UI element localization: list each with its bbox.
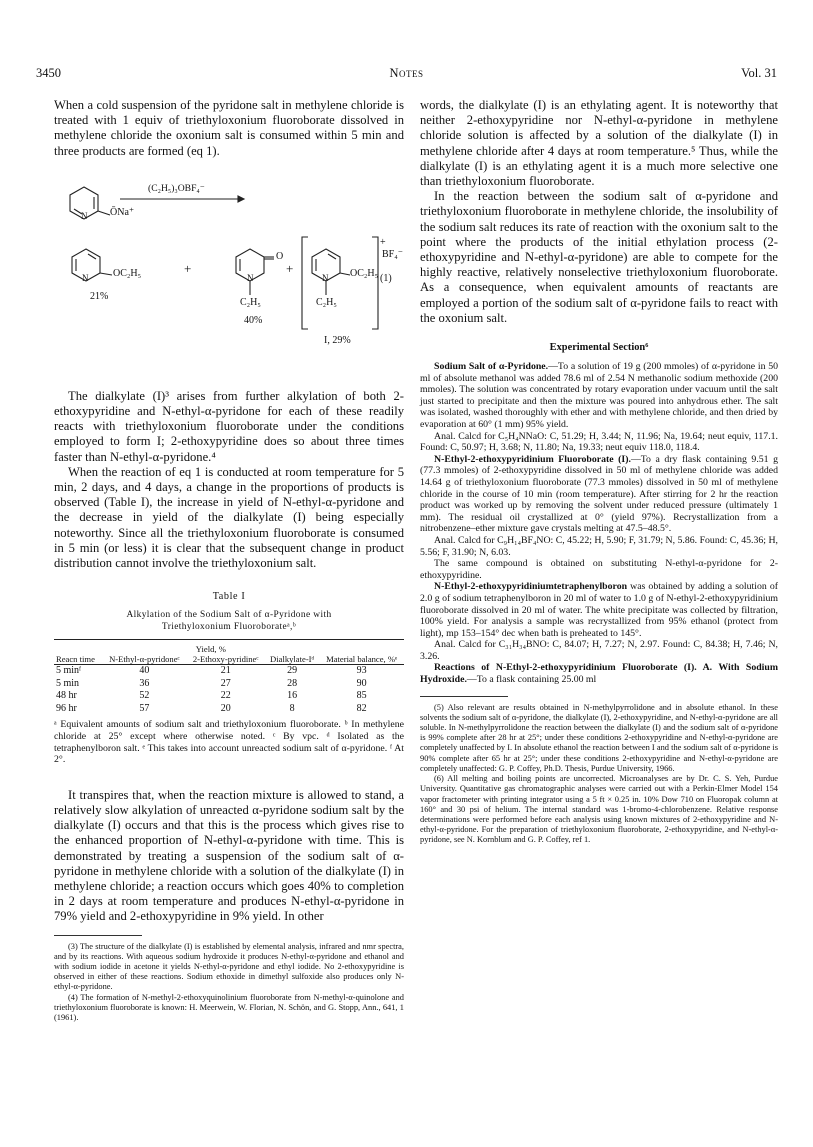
running-header [36, 66, 777, 84]
procedure-heading: N-Ethyl-2-ethoxypyridiniumtetraphenylboron [434, 581, 628, 593]
substituent-label: OC₂H₅ [350, 267, 379, 279]
page-number: 3450 [36, 66, 61, 80]
bracket-right [372, 237, 378, 329]
footnote: (4) The formation of N-methyl-2-ethoxyquinolinium fluoroborate from N-methyl-α-quinolone and triethyloxonium fluoroborate is known: H. Meerwein, W. Florian, N. Schön, and G. Stopp, Ann., 641, 1 (1961). [54, 992, 404, 1023]
data-table [54, 639, 404, 715]
table-cell: 16 [287, 690, 298, 702]
table-title: Table I [212, 591, 246, 603]
yield-label: 21% [90, 290, 109, 302]
column-header: Material balance, %ᵉ [326, 654, 398, 665]
table-cell: 29 [287, 665, 298, 677]
analysis-line: Anal. Calcd for C₃₁H₃₄BNO: C, 84.07; H, 7.27; N, 2.97. Found: C, 84.38; H, 7.46; N, 3.26. [420, 639, 778, 662]
table-cell: 96 hr [56, 702, 77, 714]
substituent-label: OC₂H₅ [113, 267, 142, 279]
procedure-text: —To a dry flask containing 9.51 g (77.3 mmoles) of 2-ethoxypyridine dissolved in 50 ml of methylene chloride was added 14.64 g of triethyloxonium fluoroborate (77.3 mmoles) dissolved in 50 ml of methylene chloride in the course of 10 min (room temperature). After stirring for 2 hr the reaction product was worked up by removing the solvent under reduced pressure (ultimately 1 mm). The residual oil crystallized at 0° (yield 97%). Recrystallization from a nitrobenzene–ether mixture gave crystals melting at 47.5–48.5°. [420, 453, 778, 535]
section-heading: Experimental Section⁶ [549, 342, 649, 354]
carbonyl-label: O [276, 250, 284, 262]
table-cell: 40 [139, 665, 150, 677]
procedure-heading: Reactions of N-Ethyl-2-ethoxypyridinium Fluoroborate (I). A. With Sodium Hydroxide. [420, 662, 778, 686]
paragraph: It transpires that, when the reaction mixture is allowed to stand, a relatively slow alkylation of unreacted α-pyridone sodium salt by the dialkylate (I) occurs and that this is the process which gives rise to the enhanced proportion of N-ethyl-α-pyridone with time. This is demonstrated by treating a suspension of the sodium salt of α-pyridone in methylene chloride with a solution of the dialkylate (I) in methylene chloride; a reaction occurs which goes 40% to completion in 2 days at room temperature and produces N-ethyl-α-pyridone in 79% yield and 2-ethoxypyridine in 9% yield. In other [54, 787, 404, 924]
experimental-paragraph [420, 662, 778, 685]
equation-number: (1) [380, 272, 392, 284]
table-cell: 20 [220, 702, 231, 714]
table-cell: 8 [289, 702, 295, 714]
table-cell: 90 [356, 677, 367, 689]
column-header: N-Ethyl-α-pyridoneᶜ [109, 654, 180, 665]
table-row [54, 665, 404, 678]
paragraph: When the reaction of eq 1 is conducted at room temperature for 5 min, 2 days, and 4 days, a change in the proportions of products is observed (Table I), the increase in yield of N-ethyl-α-pyridone and the decrease in yield of the dialkylate (I) being especially noteworthy. Since all the triethyloxonium fluoroborate is consumed in 5 min (or less) it is clear that the subsequent change in product distribution cannot involve the triethyloxonium salt. [54, 464, 404, 571]
footnote: (6) All melting and boiling points are uncorrected. Microanalyses are by Dr. C. S. Yeh, Purdue University. Quantitative gas chromatographic analyses were carried out with a Perkin-Elmer Model 154 vapor fractometer with printing integrator using a 5 ft × 0.25 in. 10% Dow 710 on Fluoropak column at 160° and 30 psi of helium. The internal standard was 1-bromo-4-chlorobenzene. Relative response determinations were performed before each analysis using known mixtures of 2-ethoxypyridine and N-ethyl-α-pyridone. For the preparation of triethyloxonium fluoroborate, 2-ethoxypyridine, and N-ethyl-α-pyridone, see N. Kornblum and G. P. Coffey, ref 1. [420, 774, 778, 845]
procedure-text: —To a solution of 19 g (200 mmoles) of α-pyridone in 50 ml of absolute methanol was added 78.6 ml of 2.54 N methanolic sodium methoxide (200 mmoles). The solution was concentrated by rotary evaporation under vacuum until the salt just started to precipitate and then the mixture was poured into anhydrous ether. The salt was isolated, washed thoroughly with ether and with methylene chloride, and then dried by evaporation at 60° (1 mm) 95% yield. [420, 361, 778, 431]
journal-section: Notes [389, 66, 424, 80]
footnote: (3) The structure of the dialkylate (I) is established by elemental analysis, infrared and nmr spectra, and by its reactions. With aqueous sodium hydroxide it produces N-ethyl-α-pyridone and ethanol and with sodium iodide in acetone it yields N-ethyl-α-pyridone and ethyl iodide. No 2-ethoxypyridine is observed in either of these reactions. Sodium ethoxide in dimethyl sulfoxide also produces only N-ethyl-α-pyridone. [54, 941, 404, 992]
analysis-line: Anal. Calcd for C₉H₁₄BF₄NO: C, 45.22; H, 5.90; F, 31.79; N, 5.86. Found: C, 45.36; H, 5.56; F, 31.90; N, 6.03. [420, 534, 778, 558]
experimental-paragraph [420, 454, 778, 535]
procedure-heading: N-Ethyl-2-ethoxypyridinium Fluoroborate (I). [434, 453, 631, 465]
procedure-text: —To a flask containing 25.00 ml [466, 674, 597, 686]
column-header: Dialkylate-Iᵈ [270, 654, 315, 665]
table-cell: 22 [220, 690, 231, 702]
right-column [420, 98, 778, 846]
experimental-paragraph [420, 581, 778, 639]
n-substituent-label: C₂H₅ [316, 296, 337, 308]
ring-nitrogen: N [247, 272, 254, 283]
table-cell: 52 [139, 690, 150, 702]
yield-label: I, 29% [324, 334, 351, 346]
paragraph: In the reaction between the sodium salt of α-pyridone and triethyloxonium fluoroborate in methylene chloride, the insolubility of the sodium salt reduces its rate of reaction with the oxonium salt to the point where the products of the initial ethylation process (2-ethoxypyridine and N-ethyl-α-pyridone) are able to compete for the highly reactive, relatively nonselective triethyloxonium fluoroborate. As a consequence, when equivalent amounts of reactants are employed a portion of the sodium salt of α-pyridone fails to react with the oxonium salt. [420, 189, 778, 325]
counterion-label: BF₄⁻ [382, 248, 403, 260]
table-caption-line: Alkylation of the Sodium Salt of α-Pyridone with [126, 610, 332, 621]
plus-sign: + [184, 260, 192, 276]
footnote-divider [54, 935, 142, 936]
ring-nitrogen: N [322, 272, 329, 283]
analysis-line: Anal. Calcd for C₅H₄NNaO: C, 51.29; H, 3.44; N, 11.96; Na, 19.64; neut equiv, 117.1. Found: C, 50.97; H, 3.68; N, 11.80; Na, 19.33; neut equiv 118.0, 118.4. [420, 430, 778, 454]
table-cell: 28 [287, 677, 298, 689]
column-header: Reacn time [56, 654, 95, 665]
ring-nitrogen: N [81, 210, 88, 221]
footnote-divider [420, 696, 508, 697]
table-caption [54, 610, 404, 633]
procedure-note: The same compound is obtained on substituting N-ethyl-α-pyridone for 2-ethoxypyridine. [420, 558, 778, 581]
column-header: 2-Ethoxy-pyridineᶜ [192, 654, 259, 665]
reaction-scheme [54, 169, 404, 377]
table-cell: 85 [356, 690, 367, 702]
paragraph: When a cold suspension of the pyridone salt in methylene chloride is treated with 1 equiv of triethyloxonium fluoroborate dissolved in methylene chloride the oxonium salt is consumed within 5 min and three products are formed (eq 1). [54, 98, 404, 158]
ring-nitrogen: N [82, 272, 89, 283]
n-substituent-label: C₂H₅ [240, 296, 261, 308]
reagent-label: (C₂H₅)₃OBF₄⁻ [148, 182, 205, 194]
table-row [54, 678, 404, 691]
table-cell: 21 [220, 665, 231, 677]
experimental-paragraph [420, 361, 778, 431]
table-cell: 82 [356, 702, 367, 714]
table-cell: 36 [139, 677, 150, 689]
table-cell: 27 [220, 677, 231, 689]
paragraph: words, the dialkylate (I) is an ethylating agent. It is noteworthy that neither 2-ethoxypyridine nor N-ethyl-α-pyridone in methylene chloride solution is affected by a solution of the dialkylate (I) in methylene chloride after 4 days at room temperature.⁵ Thus, while the dialkylate (I) is an ethylating agent it is a much more selective one than triethyloxonium fluoroborate. [420, 98, 778, 189]
table-cell: 93 [356, 665, 367, 677]
table-row [54, 703, 404, 716]
table-cell: 57 [139, 702, 150, 714]
anion-label: ŌNa⁺ [110, 206, 135, 218]
left-column [54, 98, 404, 1023]
plus-sign: + [286, 260, 294, 276]
footnote: (5) Also relevant are results obtained in N-methylpyrrolidone and in absolute ethanol. In these solvents the sodium salt of α-pyridone, the dialkylate (I), 2-ethoxypyridine, and N-ethyl-α-pyridone are all soluble. In N-methylpyrrolidone the reaction between the dialkylate (I) and the sodium salt of α-pyridone is 99% complete after 28 hr at 25°; under these conditions 2-ethoxypyridine and N-ethyl-α-pyridone are completely unaffected by I. In absolute ethanol the reaction between I and the sodium salt of α-pyridone is 90% complete after 65 hr at 25°; under these conditions 2-ethoxypyridine and N-ethyl-α-pyridone are completely unaffected: G. P. Coffey, Ph.D. Thesis, Purdue University, 1966. [420, 702, 778, 773]
table-row [54, 690, 404, 703]
procedure-text: was obtained by adding a solution of 2.0 g of sodium tetraphenylboron in 20 ml of water to 1.0 g of N-ethyl-2-ethoxypyridinium fluoroborate dissolved in 20 ml of water. The white precipitate was collected by filtration, 100% yield. For analysis a sample was recrystallized from 95% ethanol (protect from light), mp 153–154° dec when bath is preheated to 145°. [420, 581, 778, 639]
volume-label: Vol. 31 [741, 66, 777, 80]
table-caption-line: Triethyloxonium Fluoroborateᵃ,ᵇ [161, 621, 297, 632]
column-group-header: Yield, % [195, 644, 226, 655]
table-cell: 48 hr [56, 690, 77, 702]
table-cell: 5 min [56, 677, 80, 689]
paragraph: The dialkylate (I)³ arises from further alkylation of both 2-ethoxypyridine and N-ethyl-α-pyridone for each of these readily reacts with triethyloxonium fluoroborate under the conditions employed to form I; 2-ethoxypyridine does so about three times faster than N-ethyl-α-pyridone.⁴ [54, 388, 404, 464]
table-cell: 5 minᶠ [56, 665, 82, 677]
procedure-heading: Sodium Salt of α-Pyridone. [434, 361, 549, 373]
bracket-left [302, 237, 308, 329]
table-notes: ᵃ Equivalent amounts of sodium salt and triethyloxonium fluoroborate. ᵇ In methylene chloride at 25° except where otherwise noted. ᶜ By vpc. ᵈ Isolated as the tetraphenylboron salt. ᵉ This takes into account unreacted sodium salt of α-pyridone. ᶠ At 2°. [54, 719, 404, 766]
yield-label: 40% [244, 314, 263, 326]
charge-plus: + [380, 236, 386, 248]
